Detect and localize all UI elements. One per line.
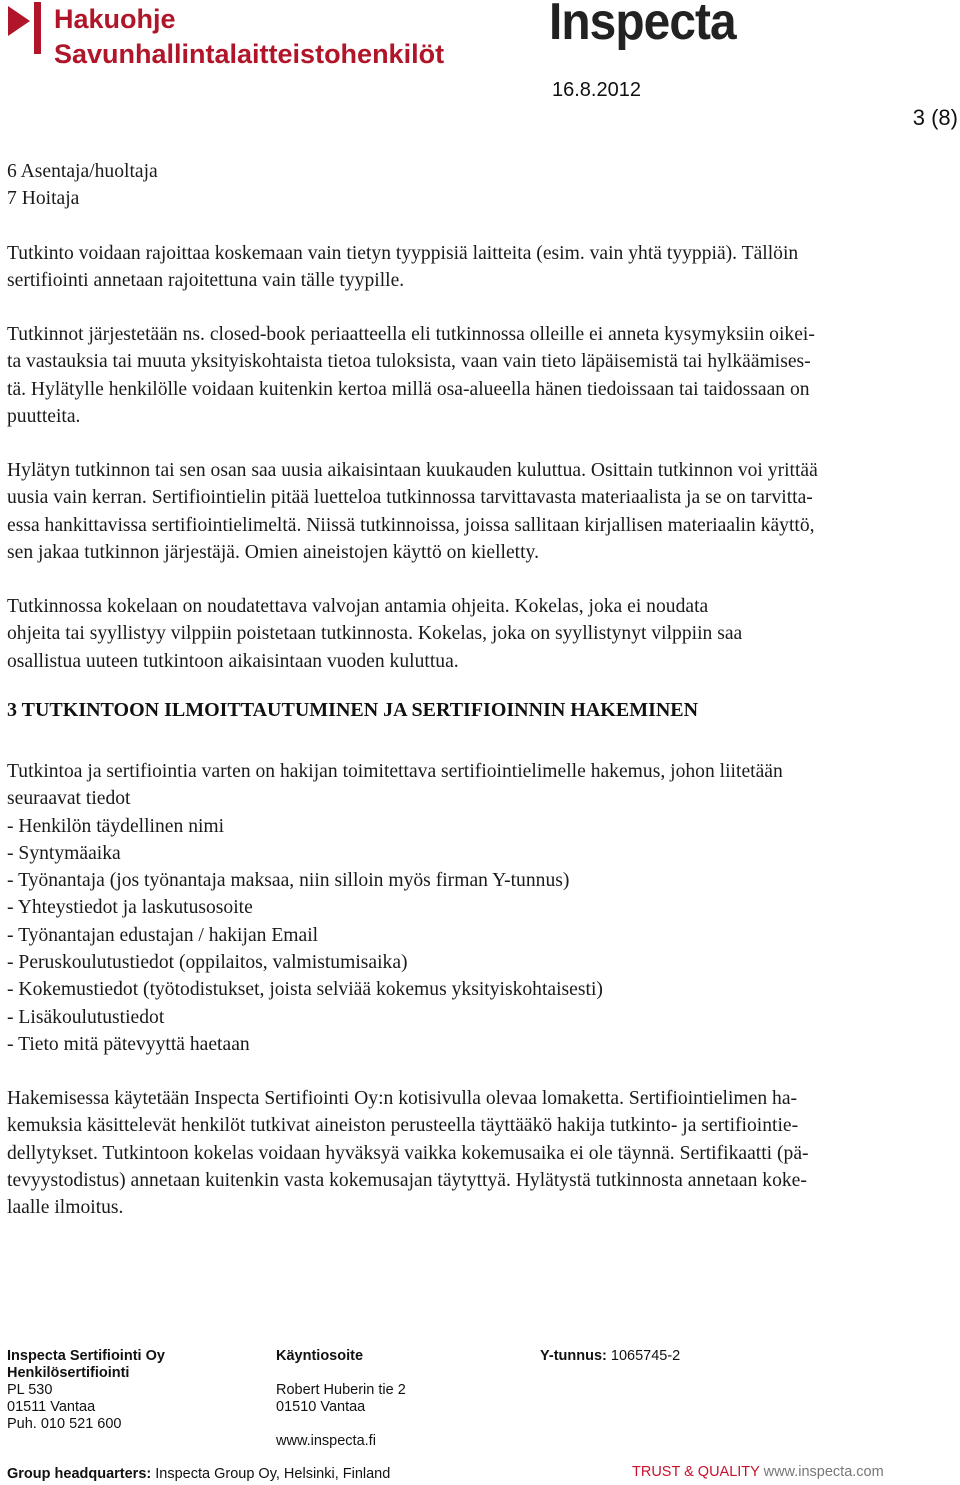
- text-line: 6 Asentaja/huoltaja: [7, 161, 158, 182]
- text-line: Hakemisessa käytetään Inspecta Sertifiointi Oy:n kotisivulla olevaa lomaketta. Sertifiointielimen ha-: [7, 1088, 798, 1109]
- restriction-paragraph: [7, 240, 957, 295]
- list-item: - Kokemustiedot (työtodistukset, joista selviää kokemus yksityiskohtaisesti): [7, 979, 603, 1001]
- business-id-label: Y-tunnus:: [540, 1348, 607, 1364]
- footer-unit: Henkilösertifiointi: [7, 1365, 130, 1381]
- text-line: Tutkintoa ja sertifiointia varten on hakijan toimitettava sertifiointielimelle hakemus, johon liitetään: [7, 761, 783, 782]
- text-line: uusia vain kerran. Sertifiointielin pitää luetteloa tutkinnossa tarvittavasta materiaalista ja se on tarvitta-: [7, 487, 813, 509]
- list-item: - Yhteystiedot ja laskutusosoite: [7, 897, 253, 919]
- list-item: - Tieto mitä pätevyyttä haetaan: [7, 1033, 250, 1055]
- text-line: Tutkinnossa kokelaan on noudatettava valvojan antamia ohjeita. Kokelas, joka ei noudata: [7, 596, 709, 617]
- list-item: - Syntymäaika: [7, 842, 121, 864]
- text-line: tä. Hylätylle henkilölle voidaan kuitenkin kertoa millä osa-alueella hänen tiedoissaan tai taidossaan on: [7, 378, 810, 400]
- list-item: - Peruskoulutustiedot (oppilaitos, valmistumisaika): [7, 952, 408, 974]
- footer-website-link[interactable]: www.inspecta.fi: [276, 1433, 376, 1449]
- text-line: tevyystodistus) annetaan kuitenkin vasta kokemusajan täytyttyä. Hylätystä tutkinnosta annetaan koke-: [7, 1169, 807, 1191]
- text-line: dellytykset. Tutkintoon kokelas voidaan hyväksyä vaikka kokemusaika ei ole täynnä. Sertifikaatti (pä-: [7, 1142, 809, 1164]
- text-line: Hylätyn tutkinnon tai sen osan saa uusia aikaisintaan kuukauden kuluttua. Osittain tutkinnon voi yrittää: [7, 460, 818, 481]
- slogan-website-link[interactable]: www.inspecta.com: [763, 1464, 884, 1480]
- text-line: puutteita.: [7, 405, 81, 427]
- hq-label: Group headquarters:: [7, 1466, 152, 1482]
- title-line-1: Hakuohje: [54, 4, 176, 34]
- text-line: ohjeita tai syyllistyy vilppiin poistetaan tutkinnosta. Kokelas, joka on syyllistynyt vilppiin saa: [7, 623, 743, 645]
- footer-visit-street: Robert Huberin tie 2: [276, 1382, 406, 1398]
- text-line: essa hankittavissa sertifiointielimeltä. Niissä tutkinnoissa, joissa sallitaan kirjallisen materiaalin käyttö,: [7, 514, 815, 536]
- footer-business-id: [540, 1348, 680, 1365]
- inspecta-flag-icon: [8, 2, 42, 54]
- footer-phone: Puh. 010 521 600: [7, 1416, 122, 1432]
- roles-paragraph: [7, 158, 957, 213]
- list-item: - Työnantaja (jos työnantaja maksaa, niin silloin myös firman Y-tunnus): [7, 870, 570, 892]
- document-date: 16.8.2012: [552, 79, 641, 101]
- text-line: laalle ilmoitus.: [7, 1197, 124, 1219]
- page-number: 3 (8): [912, 105, 958, 130]
- text-line: kemuksia käsittelevät henkilöt tutkivat aineiston perusteella täyttääkö hakija tutkinto- ja sertifiointie-: [7, 1115, 799, 1137]
- footer-visit-postal: 01510 Vantaa: [276, 1399, 366, 1415]
- text-line: sertifiointi annetaan rajoitettuna vain tälle tyypille.: [7, 270, 405, 292]
- text-line: Tutkinnot järjestetään ns. closed-book periaatteella eli tutkinnossa olleille ei anneta kysymyksiin oikei-: [7, 324, 815, 345]
- hq-value: Inspecta Group Oy, Helsinki, Finland: [155, 1466, 391, 1482]
- text-line: seuraavat tiedot: [7, 788, 131, 810]
- supervisor-paragraph: [7, 593, 957, 675]
- inspecta-logo: Inspecta: [549, 0, 736, 51]
- application-paragraph: [7, 758, 957, 1058]
- title-line-2: Savunhallintalaitteistohenkilöt: [54, 39, 445, 69]
- text-line: 7 Hoitaja: [7, 188, 80, 210]
- retake-paragraph: [7, 457, 957, 566]
- section-heading: 3 TUTKINTOON ILMOITTAUTUMINEN JA SERTIFIOINNIN HAKEMINEN: [7, 699, 699, 721]
- list-item: - Henkilön täydellinen nimi: [7, 815, 225, 837]
- footer-company: Inspecta Sertifiointi Oy: [7, 1348, 165, 1364]
- footer-headquarters: [7, 1466, 390, 1483]
- list-item: - Työnantajan edustajan / hakijan Email: [7, 924, 319, 946]
- closed-book-paragraph: [7, 321, 957, 430]
- footer-address-block: [276, 1348, 406, 1450]
- text-line: Tutkinto voidaan rajoittaa koskemaan vain tietyn tyyppisiä laitteita (esim. vain yhtä tyyppiä). Tällöin: [7, 243, 799, 264]
- application-form-paragraph: [7, 1085, 957, 1221]
- text-line: osallistua uuteen tutkintoon aikaisintaan vuoden kuluttua.: [7, 650, 459, 672]
- text-line: sen jakaa tutkinnon järjestäjä. Omien aineistojen käyttö on kielletty.: [7, 541, 539, 563]
- footer-slogan: [632, 1464, 884, 1481]
- document-title: [54, 2, 444, 72]
- footer-company-block: [7, 1348, 165, 1433]
- text-line: ta vastauksia tai muuta yksityiskohtaista tietoa tuloksista, vaan vain tieto läpäisemistä tai hylkäämises-: [7, 351, 811, 373]
- footer-visit-label: Käyntiosoite: [276, 1348, 364, 1364]
- business-id-value: 1065745-2: [610, 1348, 681, 1364]
- footer-po-box: PL 530: [7, 1382, 53, 1398]
- trust-quality-slogan: TRUST & QUALITY: [632, 1464, 760, 1480]
- footer-postal: 01511 Vantaa: [7, 1399, 96, 1415]
- list-item: - Lisäkoulutustiedot: [7, 1006, 165, 1028]
